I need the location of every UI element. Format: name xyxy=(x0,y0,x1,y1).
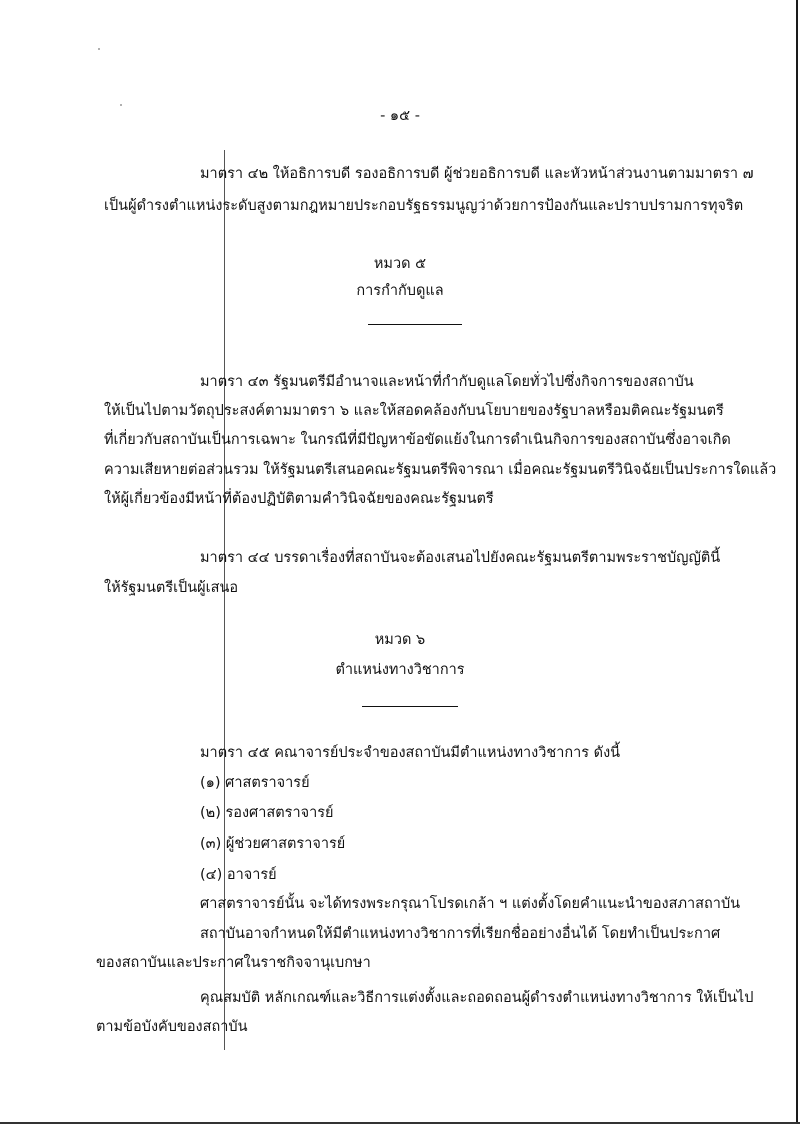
section-45-item: (๒) รองศาสตราจารย์ xyxy=(200,805,334,821)
page-number: - ๑๕ - xyxy=(380,108,420,124)
chapter-6-title: ตำแหน่งทางวิชาการ xyxy=(335,662,465,678)
chapter-5-divider xyxy=(368,324,462,325)
section-43-line-1: มาตรา ๔๓ รัฐมนตรีมีอำนาจและหน้าที่กำกับดูแลโดยทั่วไปซึ่งกิจการของสถาบัน xyxy=(200,374,694,390)
section-45-paragraph-1: ศาสตราจารย์นั้น จะได้ทรงพระกรุณาโปรดเกล้า ฯ แต่งตั้งโดยคำแนะนำของสภาสถาบัน xyxy=(200,896,741,912)
section-43-line-2: ให้เป็นไปตามวัตถุประสงค์ตามมาตรา ๖ และให้สอดคล้องกับนโยบายของรัฐบาลหรือมติคณะรัฐมนตรี xyxy=(104,403,724,419)
section-42-line-2: เป็นผู้ดำรงตำแหน่งระดับสูงตามกฎหมายประกอบรัฐธรรมนูญว่าด้วยการป้องกันและปราบปรามการทุจริต xyxy=(104,198,744,214)
section-43-line-5: ให้ผู้เกี่ยวข้องมีหน้าที่ต้องปฏิบัติตามคำวินิจฉัยของคณะรัฐมนตรี xyxy=(104,491,494,507)
section-45-paragraph-2-line-2: ของสถาบันและประกาศในราชกิจจานุเบกษา xyxy=(96,955,371,971)
section-45-paragraph-3-line-1: คุณสมบัติ หลักเกณฑ์และวิธีการแต่งตั้งและถอดถอนผู้ดำรงตำแหน่งทางวิชาการ ให้เป็นไป xyxy=(200,990,754,1006)
section-44-line-2: ให้รัฐมนตรีเป็นผู้เสนอ xyxy=(104,580,239,596)
chapter-5-title: การกำกับดูแล xyxy=(356,283,444,299)
section-45-paragraph-3-line-2: ตามข้อบังคับของสถาบัน xyxy=(96,1019,248,1035)
section-45-intro: มาตรา ๔๕ คณาจารย์ประจำของสถาบันมีตำแหน่งทางวิชาการ ดังนี้ xyxy=(200,745,621,761)
section-44-line-1: มาตรา ๔๔ บรรดาเรื่องที่สถาบันจะต้องเสนอไปยังคณะรัฐมนตรีตามพระราชบัญญัตินี้ xyxy=(200,550,721,566)
section-45-paragraph-2-line-1: สถาบันอาจกำหนดให้มีตำแหน่งทางวิชาการที่เรียกชื่ออย่างอื่นได้ โดยทำเป็นประกาศ xyxy=(200,926,721,942)
section-45-item: (๑) ศาสตราจารย์ xyxy=(200,775,310,791)
chapter-5-heading: หมวด ๕ xyxy=(373,256,427,272)
section-43-line-3: ที่เกี่ยวกับสถาบันเป็นการเฉพาะ ในกรณีที่มีปัญหาข้อขัดแย้งในการดำเนินกิจการของสถาบันซึ่งอาจเกิด xyxy=(104,432,731,448)
scan-edge-right xyxy=(796,0,798,1124)
chapter-6-divider xyxy=(362,706,458,707)
chapter-6-heading: หมวด ๖ xyxy=(374,632,426,648)
section-43-line-4: ความเสียหายต่อส่วนรวม ให้รัฐมนตรีเสนอคณะรัฐมนตรีพิจารณา เมื่อคณะรัฐมนตรีวินิจฉัยเป็นประการใดแล้ว xyxy=(104,462,777,478)
section-42-line-1: มาตรา ๔๒ ให้อธิการบดี รองอธิการบดี ผู้ช่วยอธิการบดี และหัวหน้าส่วนงานตามมาตรา ๗ xyxy=(200,166,754,182)
section-45-item: (๔) อาจารย์ xyxy=(200,867,277,883)
scan-speck xyxy=(98,48,100,50)
section-45-item: (๓) ผู้ช่วยศาสตราจารย์ xyxy=(200,836,346,852)
